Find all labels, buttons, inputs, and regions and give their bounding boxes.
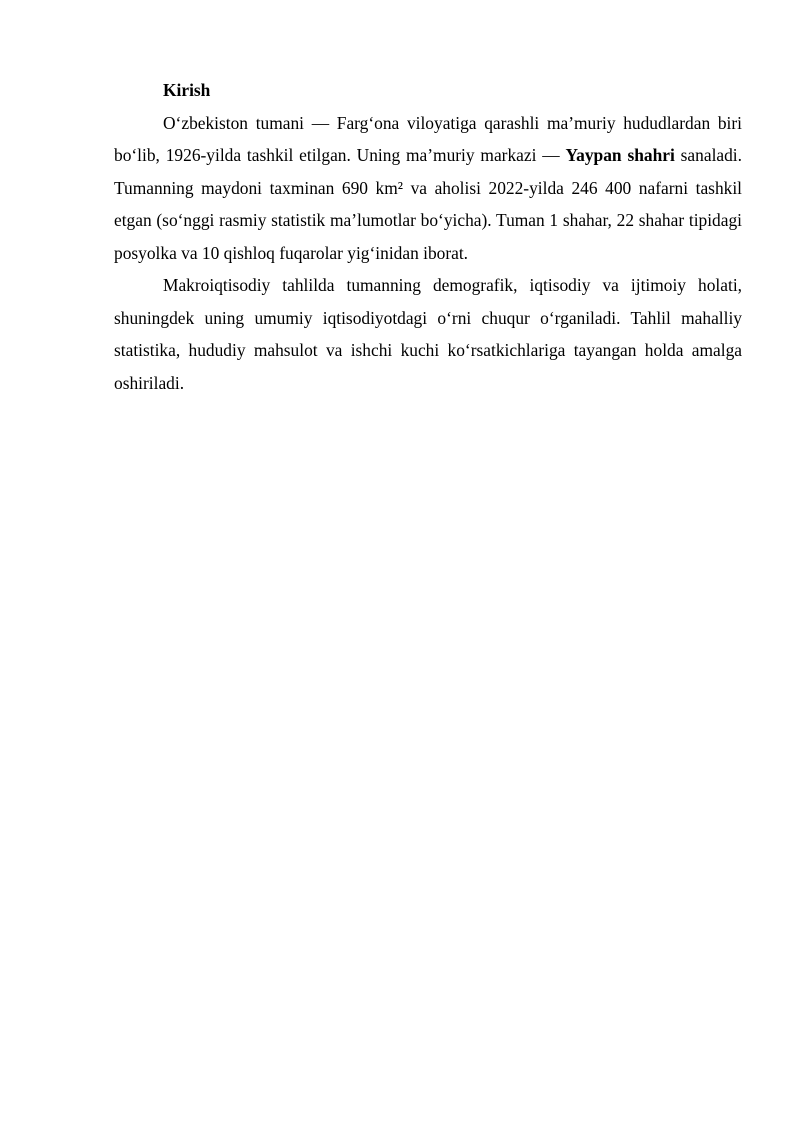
intro-paragraph bbox=[114, 107, 742, 270]
intro-paragraph-text-end: sanaladi. Tumanning maydoni taxminan 690 km² va aholisi 2022-yilda 246 400 nafarni tashkil etgan (so‘nggi rasmiy statistik ma’lumotlar bo‘yicha). Tuman 1 shahar, 22 shahar tipidagi posyolka va 10 qishloq fuqarolar yig‘inidan iborat. bbox=[114, 145, 742, 263]
document-page bbox=[114, 74, 742, 399]
admin-center-name: Yaypan shahri bbox=[565, 145, 675, 165]
section-heading: Kirish bbox=[163, 80, 211, 100]
intro-paragraph-text-start: O‘zbekiston tumani — Farg‘ona viloyatiga qarashli ma’muriy hududlardan biri bo‘lib, 1926-yilda tashkil etilgan. Uning ma’muriy markazi — bbox=[114, 112, 742, 165]
analysis-paragraph: Makroiqtisodiy tahlilda tumanning demografik, iqtisodiy va ijtimoiy holati, shuningdek uning umumiy iqtisodiyotdagi o‘rni chuqur o‘rganiladi. Tahlil mahalliy statistika, hududiy mahsulot va ishchi kuchi ko‘rsatkichlariga tayangan holda amalga oshiriladi. bbox=[114, 275, 742, 393]
